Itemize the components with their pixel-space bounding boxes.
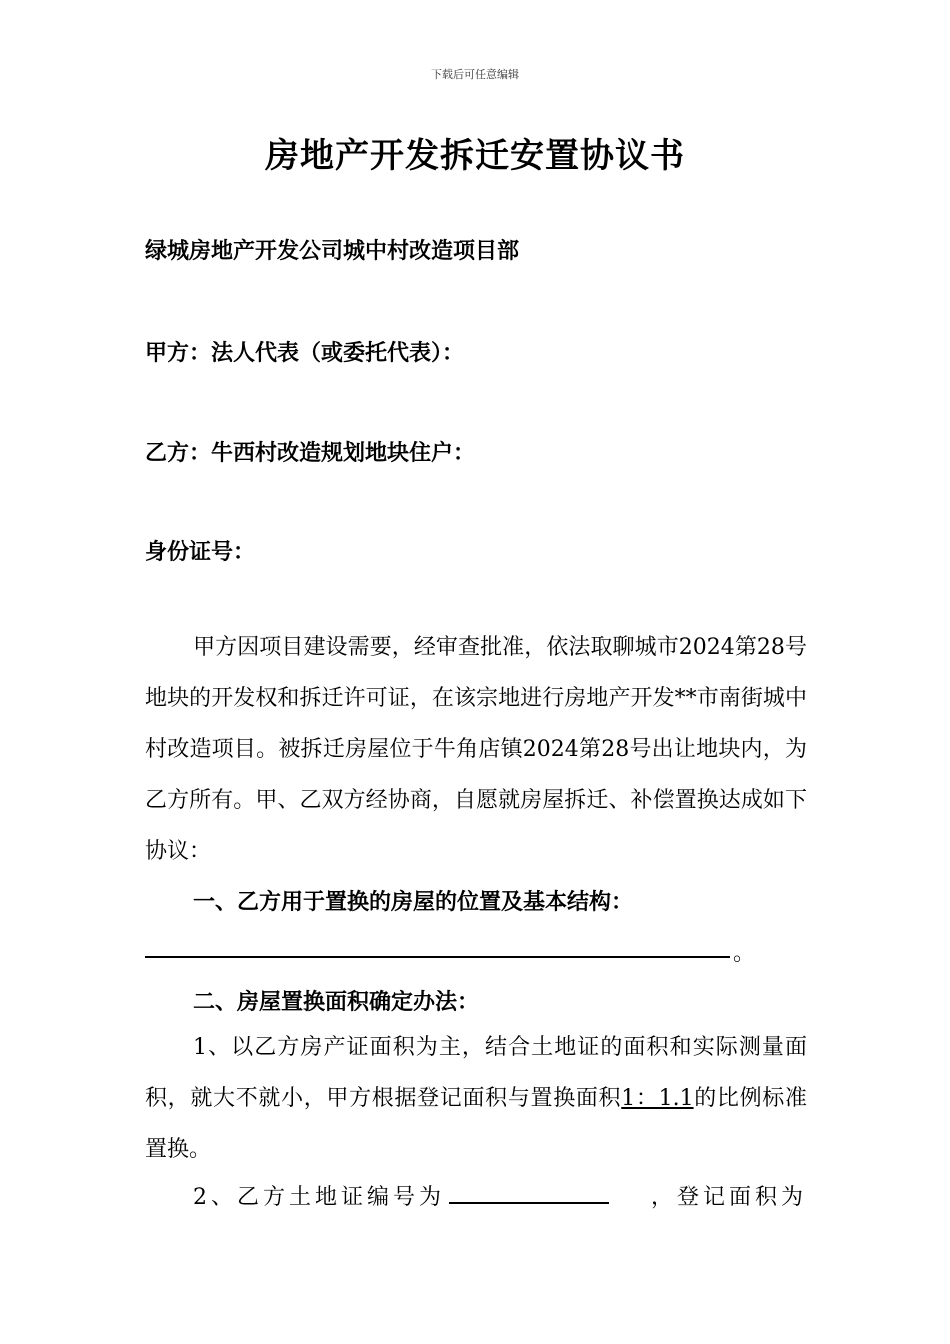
id-number-label: 身份证号： — [145, 540, 256, 565]
location-blank-line — [145, 956, 730, 958]
item-1-text: 1、以乙方房产证面积为主，结合土地证的面积和实际测量面积，就大不就小，甲方根据登记面积与置换面积 — [145, 1035, 807, 1111]
header-note: 下载后可任意编辑 — [431, 68, 519, 81]
land-cert-blank — [449, 1184, 609, 1204]
intro-text: 甲方因项目建设需要，经审查批准，依法取聊城市2024第28号地块的开发权和拆迁许可证，在该宗地进行房地产开发**市南街城中村改造项目。被拆迁房屋位于牛角店镇2024第28号出让地块内，为乙方所有。甲、乙双方经协商，自愿就房屋拆迁、补偿置换达成如下协议： — [145, 635, 807, 864]
party-a-label: 甲方：法人代表（或委托代表）： — [145, 341, 465, 366]
item-1-tail: 的比例标准置换。 — [145, 1086, 807, 1162]
location-blank-end: 。 — [733, 941, 756, 966]
item-1-ratio: 1：1.1 — [621, 1086, 694, 1111]
party-b-label: 乙方：牛西村改造规划地块住户： — [145, 441, 476, 466]
company-name: 绿城房地产开发公司城中村改造项目部 — [145, 239, 520, 264]
item-2-suffix: ，登记面积为 — [650, 1185, 807, 1210]
item-1-paragraph — [145, 1022, 807, 1175]
section-2-heading: 二、房屋置换面积确定办法： — [193, 990, 480, 1015]
section-1-heading: 一、乙方用于置换的房屋的位置及基本结构： — [193, 890, 634, 915]
item-2-prefix: 2、乙方土地证编号为 — [193, 1185, 445, 1210]
document-title: 房地产开发拆迁安置协议书 — [265, 136, 685, 176]
intro-paragraph — [145, 622, 807, 877]
item-2-line — [193, 1172, 807, 1223]
